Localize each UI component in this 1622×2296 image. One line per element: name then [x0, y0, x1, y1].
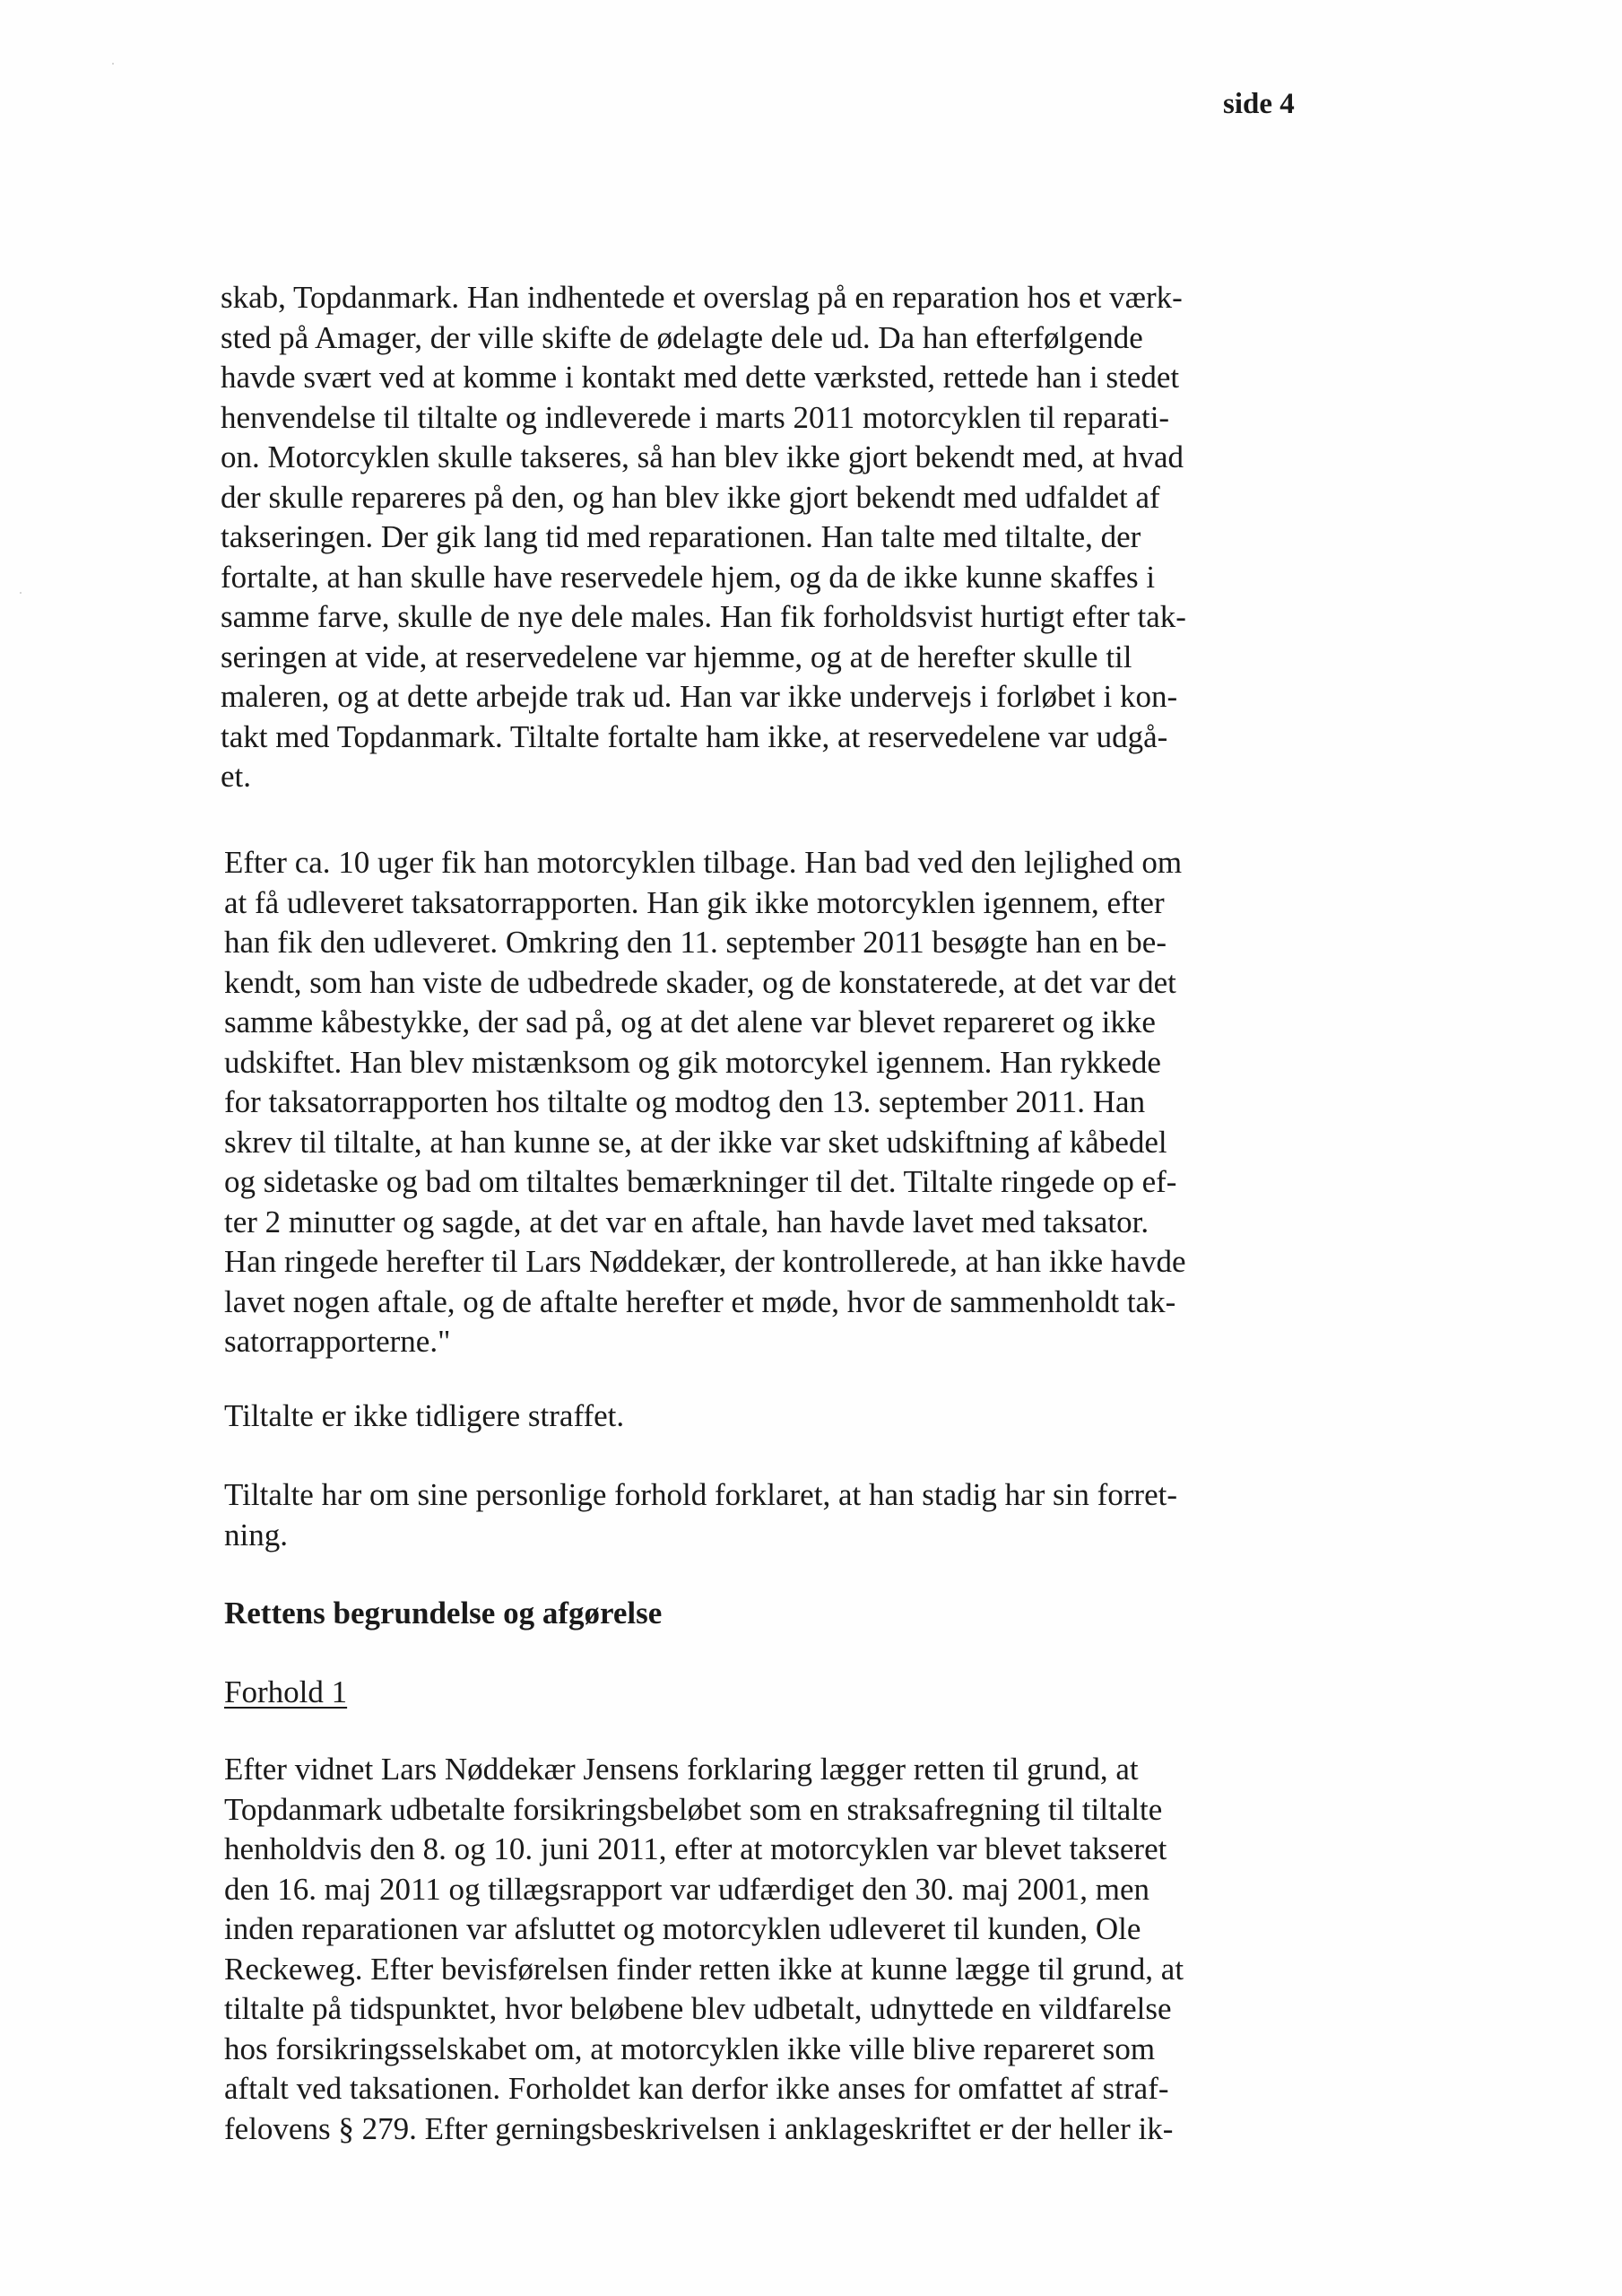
section-heading: Rettens begrundelse og afgørelse [224, 1596, 663, 1631]
page-number: side 4 [1223, 88, 1295, 120]
text-line: havde svært ved at komme i kontakt med dette værksted, rettede han i stedet [221, 360, 1180, 395]
paragraph-testimony-part2 [224, 843, 1185, 1362]
text-line: maleren, og at dette arbejde trak ud. Han var ikke undervejs i forløbet i kon- [221, 679, 1178, 714]
text-line: samme farve, skulle de nye dele males. Han fik forholdsvist hurtigt efter tak- [221, 599, 1186, 634]
text-line: Tiltalte har om sine personlige forhold forklaret, at han stadig har sin forret- [224, 1477, 1178, 1512]
text-line: et. [221, 759, 252, 794]
paragraph-personal-circumstances [224, 1475, 1177, 1555]
scan-speck [20, 592, 22, 594]
text-line: skrev til tiltalte, at han kunne se, at der ikke var sket udskiftning af kåbedel [224, 1124, 1167, 1160]
text-line: inden reparationen var afsluttet og motorcyklen udleveret til kunden, Ole [224, 1911, 1141, 1946]
text-line: fortalte, at han skulle have reservedele hjem, og da de ikke kunne skaffes i [221, 559, 1156, 595]
text-line: udskiftet. Han blev mistænksom og gik motorcykel igennem. Han rykkede [224, 1044, 1161, 1080]
text-line: Efter ca. 10 uger fik han motorcyklen tilbage. Han bad ved den lejlighed om [224, 845, 1183, 880]
text-line: hos forsikringsselskabet om, at motorcyklen ikke ville blive repareret som [224, 2031, 1156, 2066]
text-line: felovens § 279. Efter gerningsbeskrivelsen i anklageskriftet er der heller ik- [224, 2110, 1174, 2146]
paragraph-testimony-part1 [221, 278, 1186, 797]
paragraph-prior-record [224, 1396, 624, 1437]
text-line: for taksatorrapporten hos tiltalte og modtog den 13. september 2011. Han [224, 1084, 1146, 1119]
text-line: sted på Amager, der ville skifte de ødelagte dele ud. Da han efterfølgende [221, 319, 1143, 355]
text-line: henvendelse til tiltalte og indleverede i marts 2011 motorcyklen til reparati- [221, 399, 1170, 435]
text-line: Efter vidnet Lars Nøddekær Jensens forklaring lægger retten til grund, at [224, 1752, 1139, 1787]
text-line: seringen at vide, at reservedelene var hjemme, og at de herefter skulle til [221, 639, 1132, 674]
section-subheading: Forhold 1 [224, 1674, 348, 1709]
text-line: Han ringede herefter til Lars Nøddekær, der kontrollerede, at han ikke havde [224, 1244, 1186, 1279]
text-line: lavet nogen aftale, og de aftalte herefter et møde, hvor de sammenholdt tak- [224, 1283, 1176, 1319]
text-line: at få udleveret taksatorrapporten. Han gik ikke motorcyklen igennem, efter [224, 884, 1165, 920]
text-line: ter 2 minutter og sagde, at det var en aftale, han havde lavet med taksator. [224, 1204, 1149, 1239]
text-line: kendt, som han viste de udbedrede skader, og de konstaterede, at det var det [224, 964, 1176, 1000]
paragraph-court-reasoning [224, 1750, 1184, 2149]
text-line: henholdvis den 8. og 10. juni 2011, efter at motorcyklen var blevet takseret [224, 1831, 1167, 1866]
text-line: takt med Topdanmark. Tiltalte fortalte ham ikke, at reservedelene var udgå- [221, 718, 1168, 754]
text-line: Reckeweg. Efter bevisførelsen finder retten ikke at kunne lægge til grund, at [224, 1951, 1184, 1987]
text-line: ning. [224, 1517, 288, 1552]
text-line: skab, Topdanmark. Han indhentede et overslag på en reparation hos et værk- [221, 280, 1183, 315]
text-line: Tiltalte er ikke tidligere straffet. [224, 1398, 625, 1433]
text-line: on. Motorcyklen skulle takseres, så han blev ikke gjort bekendt med, at hvad [221, 439, 1184, 474]
text-line: han fik den udleveret. Omkring den 11. september 2011 besøgte han en be- [224, 925, 1167, 960]
text-line: aftalt ved taksationen. Forholdet kan derfor ikke anses for omfattet af straf- [224, 2071, 1169, 2106]
text-line: samme kåbestykke, der sad på, og at det alene var blevet repareret og ikke [224, 1004, 1156, 1039]
text-line: og sidetaske og bad om tiltaltes bemærkninger til det. Tiltalte ringede op ef- [224, 1164, 1177, 1199]
text-line: Topdanmark udbetalte forsikringsbeløbet som en straksafregning til tiltalte [224, 1791, 1163, 1827]
text-line: satorrapporterne." [224, 1324, 451, 1359]
text-line: der skulle repareres på den, og han blev ikke gjort bekendt med udfaldet af [221, 479, 1160, 515]
text-line: den 16. maj 2011 og tillægsrapport var udfærdiget den 30. maj 2001, men [224, 1871, 1150, 1907]
text-line: takseringen. Der gik lang tid med reparationen. Han talte med tiltalte, der [221, 519, 1141, 554]
scan-speck [112, 63, 114, 65]
text-line: tiltalte på tidspunktet, hvor beløbene blev udbetalt, udnyttede en vildfarelse [224, 1991, 1172, 2026]
